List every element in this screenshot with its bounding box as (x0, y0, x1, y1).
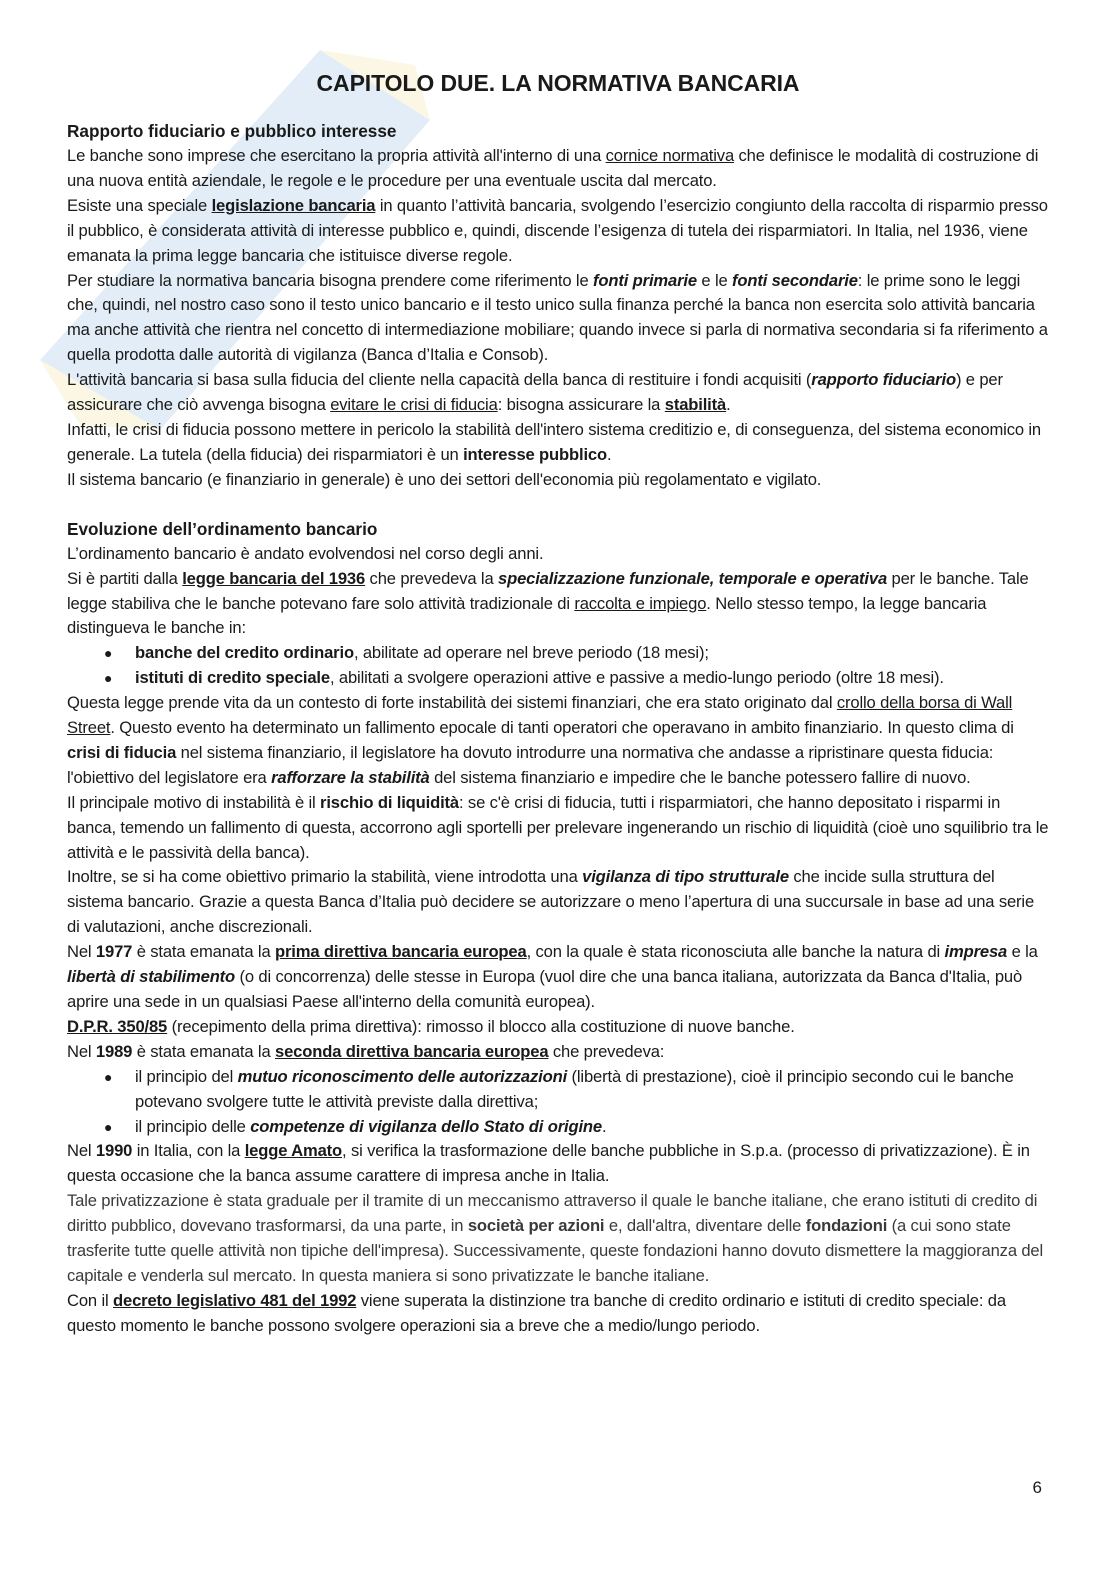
paragraph: Nel 1989 è stata emanata la seconda direttiva bancaria europea che prevedeva: (67, 1041, 665, 1061)
paragraph: Tale privatizzazione è stata graduale per il tramite di un meccanismo attraverso il quale le banche italiane, che erano istituti di credito di diritto pubblico, dovevano trasformarsi, da una parte, in società per azioni e, dall'altra, diventare delle fondazioni (a cui sono state trasferite tutte quelle attività non tipiche dell'impresa). Successivamente, queste fondazioni hanno dovuto dismettere la maggioranza del capitale e venderla sul mercato. In questa maniera si sono privatizzate le banche italiane. (67, 1191, 1044, 1285)
section-heading-evoluzione-ordinamento: Evoluzione dell’ordinamento bancario (67, 518, 378, 539)
list-item: ● il principio del mutuo riconoscimento delle autorizzazioni (libertà di prestazione), cioè il principio secondo cui le banche potevano svolgere tutte le attività previste dalla direttiva; (104, 1066, 1014, 1111)
paragraph: Esiste una speciale legislazione bancaria in quanto l’attività bancaria, svolgendo l’esercizio congiunto della raccolta di risparmio presso il pubblico, è considerata attività di interesse pubblico e, quindi, discende l’esigenza di tutela dei risparmiatori. In Italia, nel 1936, viene emanata la prima legge bancaria che istituisce diverse regole. (67, 195, 1048, 265)
list-item: ● istituti di credito speciale, abilitati a svolgere operazioni attive e passive a medio-lungo periodo (oltre 18 mesi). (135, 666, 1049, 691)
page-number: 6 (1032, 1478, 1042, 1497)
list-item: ● banche del credito ordinario, abilitate ad operare nel breve periodo (18 mesi); (135, 641, 1049, 666)
paragraph: Nel 1977 è stata emanata la prima direttiva bancaria europea, con la quale è stata riconosciuta alle banche la natura di impresa e la libertà di stabilimento (o di concorrenza) delle stesse in Europa (vuol dire che una banca italiana, autorizzata da Banca d'Italia, può aprire una sede in un qualsiasi Paese all'interno della comunità europea). (67, 942, 1038, 1011)
paragraph: Le banche sono imprese che esercitano la propria attività all'interno di una cornice normativa che definisce le modalità di costruzione di una nuova entità aziendale, le regole e le procedure per una eventuale uscita dal mercato. (67, 146, 1039, 190)
bullet-list (67, 1065, 1049, 1140)
paragraph: L’ordinamento bancario è andato evolvendosi nel corso degli anni. (67, 543, 544, 563)
bullet-icon: ● (104, 1118, 113, 1135)
bullet-icon: ● (104, 1068, 113, 1085)
section-heading-rapporto-fiduciario: Rapporto fiduciario e pubblico interesse (67, 121, 397, 141)
paragraph: Per studiare la normativa bancaria bisogna prendere come riferimento le fonti primarie e le fonti secondarie: le prime sono le leggi che, quindi, nel nostro caso sono il testo unico bancario e il testo unico sulla finanza perché la banca non esercita solo attività bancaria ma anche attività che rientra nel concetto di intermediazione mobiliare; quando invece si parla di normativa secondaria si fa riferimento a quella prodotta dalle autorità di vigilanza (Banca d’Italia e Consob). (67, 270, 1048, 365)
bullet-icon: ● (104, 670, 113, 687)
paragraph: Il principale motivo di instabilità è il rischio di liquidità: se c'è crisi di fiducia, tutti i risparmiatori, che hanno depositato i risparmi in banca, temendo un fallimento di questa, accorrono agli sportelli per prelevare ingenerando un rischio di liquidità (cioè uno squilibrio tra le attività e le passività della banca). (67, 792, 1049, 862)
document-page (67, 70, 1049, 1339)
paragraph: D.P.R. 350/85 (recepimento della prima direttiva): rimosso il blocco alla costituzione di nuove banche. (67, 1016, 795, 1036)
paragraph: L'attività bancaria si basa sulla fiducia del cliente nella capacità della banca di restituire i fondi acquisiti (rapporto fiduciario) e per assicurare che ciò avvenga bisogna evitare le crisi di fiducia: bisogna assicurare la stabilità. (67, 370, 1003, 415)
bullet-icon: ● (104, 645, 113, 662)
paragraph: Infatti, le crisi di fiducia possono mettere in pericolo la stabilità dell'intero sistema creditizio e, di conseguenza, del sistema economico in generale. La tutela (della fiducia) dei risparmiatori è un interesse pubblico. (67, 419, 1042, 464)
page-title: CAPITOLO DUE. LA NORMATIVA BANCARIA (316, 70, 800, 96)
paragraph: Con il decreto legislativo 481 del 1992 viene superata la distinzione tra banche di credito ordinario e istituti di credito speciale: da questo momento le banche possono svolgere operazioni sia a breve che a medio/lungo periodo. (67, 1290, 1006, 1335)
paragraph: Questa legge prende vita da un contesto di forte instabilità dei sistemi finanziari, che era stato originato dal crollo della borsa di Wall Street. Questo evento ha determinato un fallimento epocale di tanti operatori che operavano in ambito finanziario. In questo clima di crisi di fiducia nel sistema finanziario, il legislatore ha dovuto introdurre una normativa che andasse a ripristinare questa fiducia: l'obiettivo del legislatore era rafforzare la stabilità del sistema finanziario e impedire che le banche potessero fallire di nuovo. (67, 693, 1014, 787)
paragraph: Il sistema bancario (e finanziario in generale) è uno dei settori dell'economia più regolamentato e vigilato. (67, 469, 822, 489)
paragraph: Inoltre, se si ha come obiettivo primario la stabilità, viene introdotta una vigilanza di tipo strutturale che incide sulla struttura del sistema bancario. Grazie a questa Banca d’Italia può decidere se autorizzare o meno l’apertura di una succursale in base ad una serie di valutazioni, anche discrezionali. (67, 867, 1035, 937)
bullet-list (67, 641, 1049, 691)
paragraph: Si è partiti dalla legge bancaria del 1936 che prevedeva la specializzazione funzionale, temporale e operativa per le banche. Tale legge stabiliva che le banche potevano fare solo attività tradizionale di raccolta e impiego. Nello stesso tempo, la legge bancaria distingueva le banche in: (67, 568, 1029, 638)
list-item: ● il principio delle competenze di vigilanza dello Stato di origine. (135, 1115, 1049, 1140)
paragraph: Nel 1990 in Italia, con la legge Amato, si verifica la trasformazione delle banche pubbliche in S.p.a. (processo di privatizzazione). È in questa occasione che la banca assume carattere di impresa anche in Italia. (67, 1141, 1030, 1186)
